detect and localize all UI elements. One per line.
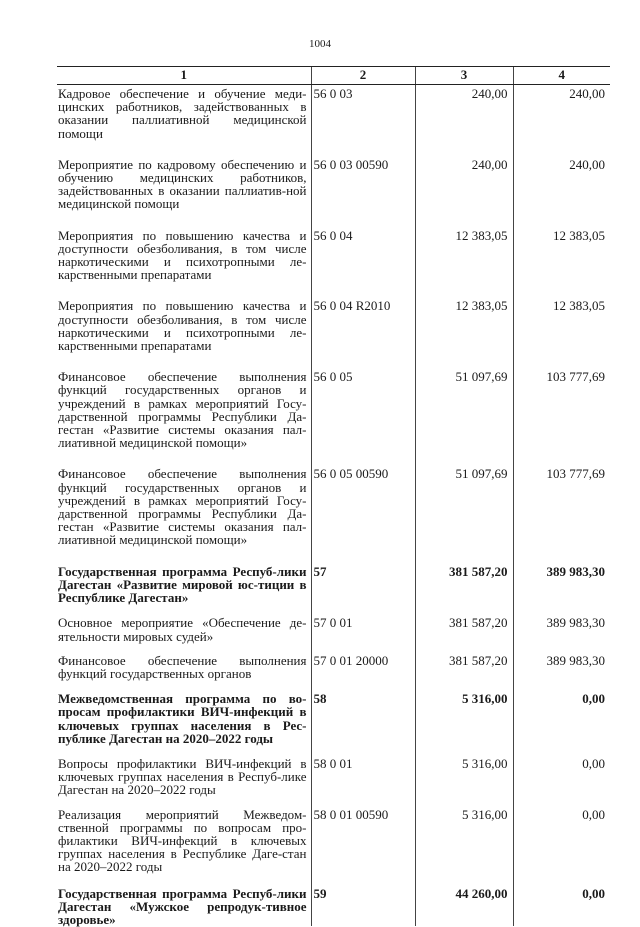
row-value-2: 240,00: [513, 156, 610, 227]
row-code: 58 0 01: [311, 755, 415, 806]
row-code: 56 0 05 00590: [311, 465, 415, 562]
row-code: 56 0 04: [311, 227, 415, 298]
table-body: [57, 85, 610, 927]
row-value-2: 0,00: [513, 755, 610, 806]
row-value-1: 44 260,00: [415, 885, 513, 927]
row-name: Мероприятие по кадровому обеспечению и обучению медицинских работников, задействованных в оказании паллиатив-ной медицинской помощи: [58, 156, 307, 212]
table-row: [57, 227, 610, 298]
row-value-1: 5 316,00: [415, 755, 513, 806]
row-value-2: 103 777,69: [513, 465, 610, 562]
row-name: Мероприятия по повышению качества и доступности обезболивания, в том числе наркотическими и психотропными ле-карственными препаратами: [58, 227, 307, 283]
column-header-2: 2: [311, 67, 415, 85]
table-row: [57, 156, 610, 227]
table-row: [57, 652, 610, 690]
row-name: Вопросы профилактики ВИЧ-инфекций в ключевых группах населения в Респуб-лике Дагестан на 2020–2022 годы: [58, 755, 307, 798]
table-row: [57, 297, 610, 368]
row-code: 58 0 01 00590: [311, 806, 415, 885]
table-row: [57, 85, 610, 156]
row-name: Финансовое обеспечение выполнения функций государственных органов: [58, 652, 307, 681]
table-row: [57, 885, 610, 927]
table-row: [57, 614, 610, 651]
row-value-1: 381 587,20: [415, 614, 513, 651]
row-value-2: 12 383,05: [513, 227, 610, 298]
row-code: 59: [311, 885, 415, 927]
table-row: [57, 368, 610, 465]
row-value-1: 240,00: [415, 156, 513, 227]
column-header-3: 3: [415, 67, 513, 85]
row-name: Реализация мероприятий Межведом-ственной программы по вопросам про-филактики ВИЧ-инфекций в ключевых группах населения в Республике Даге-стан на 2020–2022 годы: [58, 806, 307, 875]
row-value-1: 381 587,20: [415, 563, 513, 615]
row-value-2: 0,00: [513, 690, 610, 755]
row-name: Финансовое обеспечение выполнения функций государственных органов и учреждений в рамках мероприятий Госу-дарственной программы Республики Да-гестан «Развитие системы оказания пал-лиативной медицинской помощи»: [58, 466, 307, 548]
row-value-2: 103 777,69: [513, 368, 610, 465]
row-code: 56 0 04 R2010: [311, 297, 415, 368]
row-value-1: 51 097,69: [415, 368, 513, 465]
table-row: [57, 755, 610, 806]
row-code: 58: [311, 690, 415, 755]
table-row: [57, 563, 610, 615]
row-code: 57 0 01: [311, 614, 415, 651]
row-value-2: 0,00: [513, 885, 610, 927]
table-row: [57, 690, 610, 755]
row-value-2: 389 983,30: [513, 563, 610, 615]
column-header-1: 1: [57, 67, 311, 85]
row-value-1: 12 383,05: [415, 227, 513, 298]
table-row: [57, 465, 610, 562]
row-value-2: 389 983,30: [513, 652, 610, 690]
row-name: Государственная программа Респуб-лики Дагестан «Развитие мировой юс-тиции в Республике Дагестан»: [58, 563, 307, 606]
column-header-4: 4: [513, 67, 610, 85]
row-value-2: 240,00: [513, 85, 610, 156]
row-value-1: 5 316,00: [415, 690, 513, 755]
row-code: 57: [311, 563, 415, 615]
row-value-1: 381 587,20: [415, 652, 513, 690]
row-name: Мероприятия по повышению качества и доступности обезболивания, в том числе наркотическими и психотропными ле-карственными препаратами: [58, 298, 307, 354]
row-code: 56 0 05: [311, 368, 415, 465]
row-value-1: 51 097,69: [415, 465, 513, 562]
row-name: Кадровое обеспечение и обучение меди-цинских работников, задействованных в оказании паллиативной медицинской помощи: [58, 86, 307, 141]
row-value-1: 12 383,05: [415, 297, 513, 368]
budget-table: [57, 66, 610, 926]
header-row: [57, 67, 610, 85]
page-number: 1004: [309, 38, 331, 50]
row-value-2: 12 383,05: [513, 297, 610, 368]
table-header: [57, 67, 610, 85]
table-row: [57, 806, 610, 885]
row-code: 57 0 01 20000: [311, 652, 415, 690]
row-name: Основное мероприятие «Обеспечение де-ятельности мировых судей»: [58, 615, 307, 644]
row-value-1: 240,00: [415, 85, 513, 156]
row-value-2: 0,00: [513, 806, 610, 885]
row-name: Финансовое обеспечение выполнения функций государственных органов и учреждений в рамках мероприятий Госу-дарственной программы Республики Да-гестан «Развитие системы оказания пал-лиативной медицинской помощи»: [58, 369, 307, 451]
row-name: Межведомственная программа по во-просам профилактики ВИЧ-инфекций в ключевых группах населения в Рес-публике Дагестан на 2020–2022 годы: [58, 691, 307, 746]
row-value-1: 5 316,00: [415, 806, 513, 885]
row-value-2: 389 983,30: [513, 614, 610, 651]
row-name: Государственная программа Респуб-лики Дагестан «Мужское репродук-тивное здоровье»: [58, 885, 307, 927]
row-code: 56 0 03: [311, 85, 415, 156]
row-code: 56 0 03 00590: [311, 156, 415, 227]
